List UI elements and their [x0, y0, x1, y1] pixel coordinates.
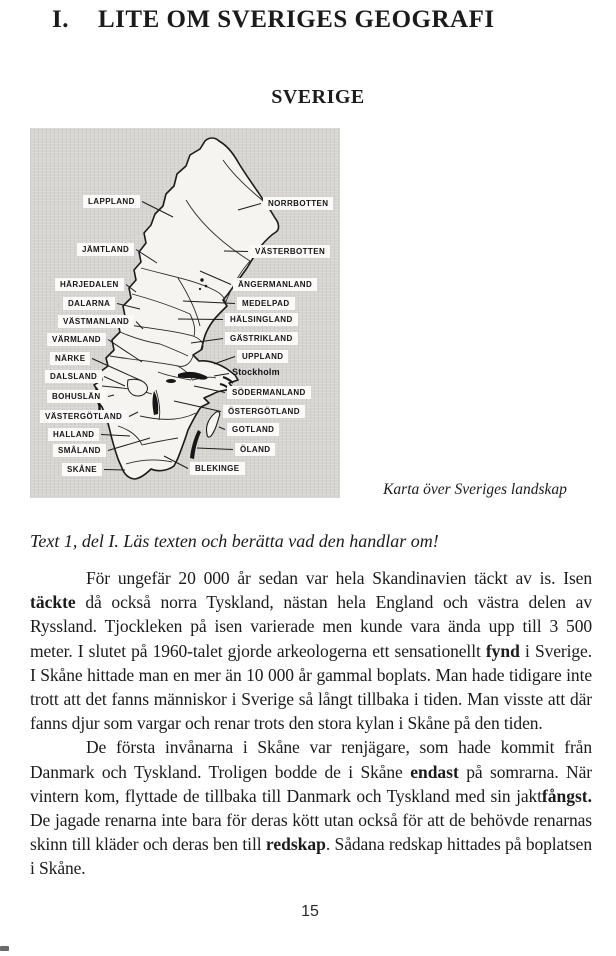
page-number: 15: [301, 903, 319, 920]
paragraph-1: För ungefär 20 000 år sedan var hela Skandinavien täckt av is. Isen täckte då också norra Tyskland, nästan hela England och västra delen av Ryssland. Tjockleken på isen varierade men kunde vara ända upp till 3 500 meter. I slutet på 1960-talet gjorde arkeologerna ett sensationellt fynd i Sverige. I Skåne hittade man en mer än 10 000 år gammal boplats. Man hade tidigare inte trott att det fanns människor i Sverige så långt tillbaka i tiden. Man visste att där fanns djur som vargar och renar trots den stora kylan i Skåne på den tiden.: [30, 568, 592, 734]
map-label-skane: SKÅNE: [62, 463, 102, 476]
map-label-vastergotland: VÄSTERGÖTLAND: [40, 410, 127, 423]
map-label-stockholm: Stockholm: [232, 367, 280, 377]
map-label-dalsland: DALSLAND: [45, 370, 102, 383]
map-label-halland: HALLAND: [48, 428, 99, 441]
map-label-medelpad: MEDELPAD: [237, 297, 295, 310]
map-label-jamtland: JÄMTLAND: [77, 243, 134, 256]
map-label-harjedalen: HÄRJEDALEN: [55, 278, 124, 291]
scan-artifact: [0, 946, 9, 951]
map-label-narke: NÄRKE: [50, 352, 90, 365]
map-label-norrbotten: NORRBOTTEN: [263, 197, 333, 210]
map-label-ostergotland: ÖSTERGÖTLAND: [223, 405, 305, 418]
map-labels: [30, 128, 340, 498]
map-label-gastrikland: GÄSTRIKLAND: [225, 332, 298, 345]
body-text: [30, 566, 592, 881]
map-label-halsingland: HÄLSINGLAND: [225, 313, 298, 326]
map-label-blekinge: BLEKINGE: [190, 462, 245, 475]
map-label-smaland: SMÅLAND: [53, 444, 106, 457]
map-label-varmland: VÄRMLAND: [47, 333, 106, 346]
map-label-gotland: GOTLAND: [227, 423, 279, 436]
instruction-line: Text 1, del I. Läs texten och berätta vad den handlar om!: [30, 531, 439, 551]
map-caption: Karta över Sveriges landskap: [383, 481, 567, 498]
chapter-title: LITE OM SVERIGES GEOGRAFI: [98, 6, 495, 33]
sweden-map-figure: [30, 128, 340, 498]
map-label-bohuslan: BOHUSLÄN: [47, 390, 106, 403]
map-label-vastmanland: VÄSTMANLAND: [58, 315, 134, 328]
chapter-number: I.: [52, 6, 69, 33]
map-label-oland: ÖLAND: [235, 443, 275, 456]
page-subheading: SVERIGE: [271, 86, 365, 108]
map-label-lappland: LAPPLAND: [83, 195, 140, 208]
map-label-dalarna: DALARNA: [63, 297, 115, 310]
map-label-uppland: UPPLAND: [237, 350, 288, 363]
map-label-sodermanland: SÖDERMANLAND: [227, 386, 311, 399]
map-label-vasterbotten: VÄSTERBOTTEN: [250, 245, 330, 258]
paragraph-2: De första invånarna i Skåne var renjägare, som hade kommit från Danmark och Tyskland. Troligen bodde de i Skåne endast på somrarna. När vintern kom, flyttade de tillbaka till Danmark och Tyskland med sin jaktfångst. De jagade renarna inte bara för deras kött utan också för att de behövde renarnas skinn till kläder och deras ben till redskap. Sådana redskap hittades på boplatsen i Skåne.: [30, 737, 592, 879]
chapter-heading: [52, 6, 592, 34]
map-label-angermanland: ÄNGERMANLAND: [233, 278, 317, 291]
